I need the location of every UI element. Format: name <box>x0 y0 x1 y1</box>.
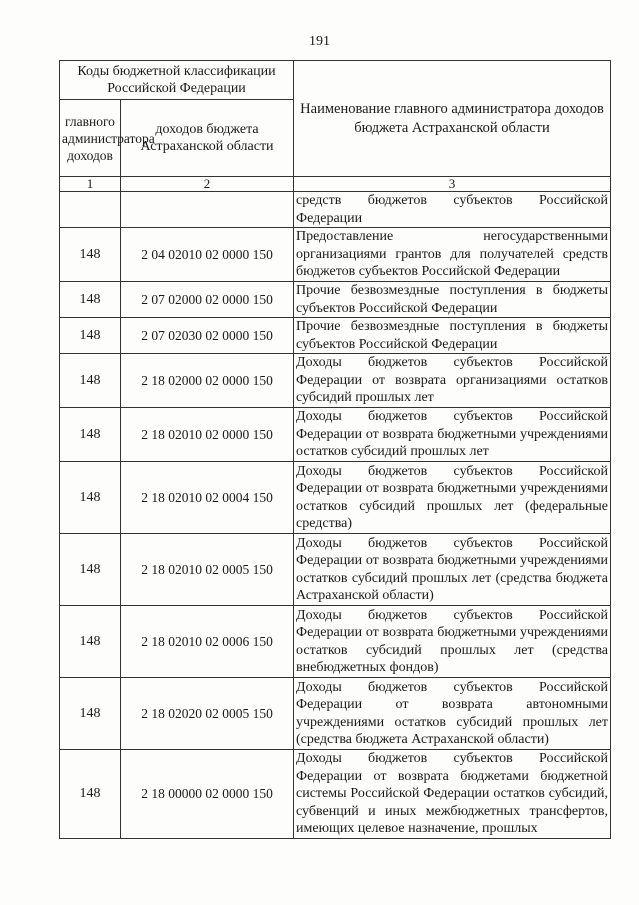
income-code-cell: 2 18 02010 02 0005 150 <box>121 534 294 606</box>
budget-classification-table <box>59 60 611 839</box>
header-administrator-name: Наименование главного администратора доходов бюджета Астраханской области <box>294 61 611 177</box>
table-row <box>60 462 611 534</box>
income-name-cell: Доходы бюджетов субъектов Российской Федерации от возврата бюджетами бюджетной системы Российской Федерации остатков субсидий, субвенций и иных межбюджетных трансфертов, имеющих целевое назначение, прошлых <box>294 750 611 839</box>
admin-code-cell: 148 <box>60 534 121 606</box>
column-number: 1 <box>60 177 121 192</box>
income-name-cell: Прочие безвозмездные поступления в бюджеты субъектов Российской Федерации <box>294 282 611 318</box>
income-name-cell: Доходы бюджетов субъектов Российской Федерации от возврата бюджетными учреждениями остатков субсидий прошлых лет (средства внебюджетных фондов) <box>294 606 611 678</box>
income-code-cell: 2 18 02010 02 0004 150 <box>121 462 294 534</box>
admin-code-cell: 148 <box>60 462 121 534</box>
income-code-cell: 2 07 02000 02 0000 150 <box>121 282 294 318</box>
income-code-cell: 2 18 02010 02 0006 150 <box>121 606 294 678</box>
admin-code-cell: 148 <box>60 282 121 318</box>
table-row <box>60 408 611 462</box>
income-name-cell: Доходы бюджетов субъектов Российской Федерации от возврата автономными учреждениями остатков субсидий прошлых лет (средства бюджета Астраханской области) <box>294 678 611 750</box>
admin-code-cell: 148 <box>60 408 121 462</box>
income-name-cell: Доходы бюджетов субъектов Российской Федерации от возврата организациями остатков субсидий прошлых лет <box>294 354 611 408</box>
table-row <box>60 228 611 282</box>
header-codes-group: Коды бюджетной классификации Российской Федерации <box>60 61 294 100</box>
column-number-row <box>60 177 611 192</box>
income-code-cell: 2 07 02030 02 0000 150 <box>121 318 294 354</box>
header-main-administrator: главного администратора доходов <box>60 100 121 177</box>
income-name-cell: средств бюджетов субъектов Российской Федерации <box>294 192 611 228</box>
income-code-cell: 2 18 00000 02 0000 150 <box>121 750 294 839</box>
income-code-cell <box>121 192 294 228</box>
admin-code-cell <box>60 192 121 228</box>
table-row <box>60 534 611 606</box>
income-name-cell: Прочие безвозмездные поступления в бюджеты субъектов Российской Федерации <box>294 318 611 354</box>
income-code-cell: 2 18 02010 02 0000 150 <box>121 408 294 462</box>
income-code-cell: 2 04 02010 02 0000 150 <box>121 228 294 282</box>
admin-code-cell: 148 <box>60 678 121 750</box>
income-name-cell: Предоставление негосударственными организациями грантов для получателей средств бюджетов субъектов Российской Федерации <box>294 228 611 282</box>
income-name-cell: Доходы бюджетов субъектов Российской Федерации от возврата бюджетными учреждениями остатков субсидий прошлых лет (средства бюджета Астраханской области) <box>294 534 611 606</box>
income-name-cell: Доходы бюджетов субъектов Российской Федерации от возврата бюджетными учреждениями остатков субсидий прошлых лет <box>294 408 611 462</box>
admin-code-cell: 148 <box>60 354 121 408</box>
income-name-cell: Доходы бюджетов субъектов Российской Федерации от возврата бюджетными учреждениями остатков субсидий прошлых лет (федеральные средства) <box>294 462 611 534</box>
income-code-cell: 2 18 02000 02 0000 150 <box>121 354 294 408</box>
admin-code-cell: 148 <box>60 750 121 839</box>
income-code-cell: 2 18 02020 02 0005 150 <box>121 678 294 750</box>
table-row <box>60 192 611 228</box>
header-budget-income: доходов бюджета Астраханской области <box>121 100 294 177</box>
admin-code-cell: 148 <box>60 228 121 282</box>
table-row <box>60 606 611 678</box>
admin-code-cell: 148 <box>60 606 121 678</box>
column-number: 3 <box>294 177 611 192</box>
admin-code-cell: 148 <box>60 318 121 354</box>
table-row <box>60 354 611 408</box>
column-number: 2 <box>121 177 294 192</box>
table-row <box>60 750 611 839</box>
page-number: 191 <box>309 34 330 49</box>
table-row <box>60 282 611 318</box>
table-row <box>60 318 611 354</box>
table-row <box>60 678 611 750</box>
